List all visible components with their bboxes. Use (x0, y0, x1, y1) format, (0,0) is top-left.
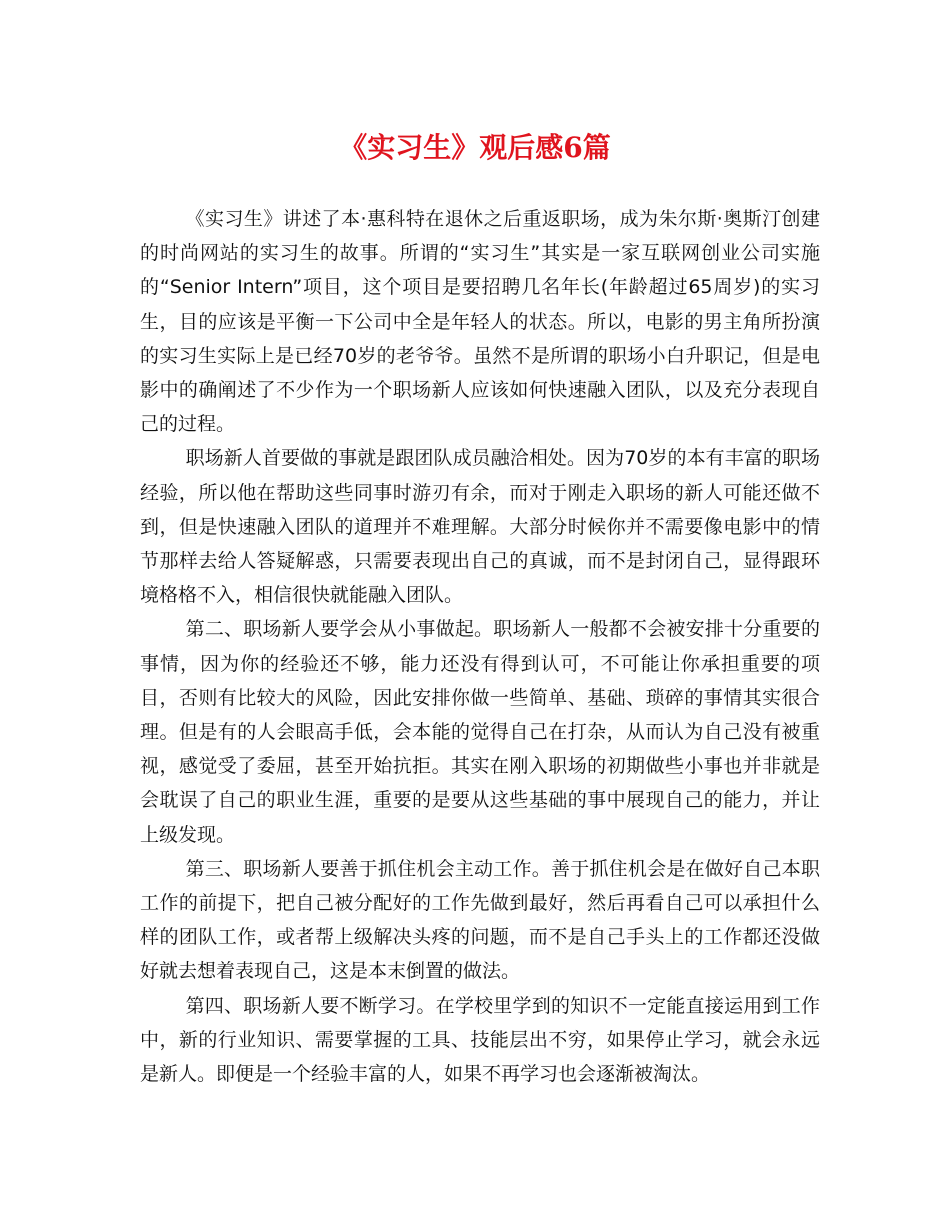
paragraph-third: 第三、职场新人要善于抓住机会主动工作。善于抓住机会是在做好自己本职工作的前提下，把自己被分配好的工作先做到最好，然后再看自己可以承担什么样的团队工作，或者帮上级解决头疼的问题，而不是自己手头上的工作都还没做好就去想着表现自己，这是本末倒置的做法。 (140, 857, 820, 983)
paragraph-second: 第二、职场新人要学会从小事做起。职场新人一般都不会被安排十分重要的事情，因为你的经验还不够，能力还没有得到认可，不可能让你承担重要的项目，否则有比较大的风险，因此安排你做一些简单、基础、琐碎的事情其实很合理。但是有的人会眼高手低，会本能的觉得自己在打杂，从而认为自己没有被重视，感觉受了委屈，甚至开始抗拒。其实在刚入职场的初期做些小事也并非就是会耽误了自己的职业生涯，重要的是要从这些基础的事中展现自己的能力，并让上级发现。 (140, 618, 820, 846)
document-body (140, 202, 820, 1091)
paragraph-intro: 《实习生》讲述了本·惠科特在退休之后重返职场，成为朱尔斯·奥斯汀创建的时尚网站的实习生的故事。所谓的“实习生”其实是一家互联网创业公司实施的“Senior Intern”项目，这个项目是要招聘几名年长(年龄超过65周岁)的实习生，目的应该是平衡一下公司中全是年轻人的状态。所以，电影的男主角所扮演的实习生实际上是已经70岁的老爷爷。虽然不是所谓的职场小白升职记，但是电影中的确阐述了不少作为一个职场新人应该如何快速融入团队，以及充分表现自己的过程。 (140, 208, 820, 436)
paragraph-team: 职场新人首要做的事就是跟团队成员融洽相处。因为70岁的本有丰富的职场经验，所以他在帮助这些同事时游刃有余，而对于刚走入职场的新人可能还做不到，但是快速融入团队的道理并不难理解。大部分时候你并不需要像电影中的情节那样去给人答疑解惑，只需要表现出自己的真诚，而不是封闭自己，显得跟环境格格不入，相信很快就能融入团队。 (140, 447, 820, 607)
document-title: 《实习生》观后感6篇 (339, 131, 611, 164)
paragraph-fourth: 第四、职场新人要不断学习。在学校里学到的知识不一定能直接运用到工作中，新的行业知识、需要掌握的工具、技能层出不穷，如果停止学习，就会永远是新人。即便是一个经验丰富的人，如果不再学习也会逐渐被淘汰。 (140, 994, 820, 1086)
